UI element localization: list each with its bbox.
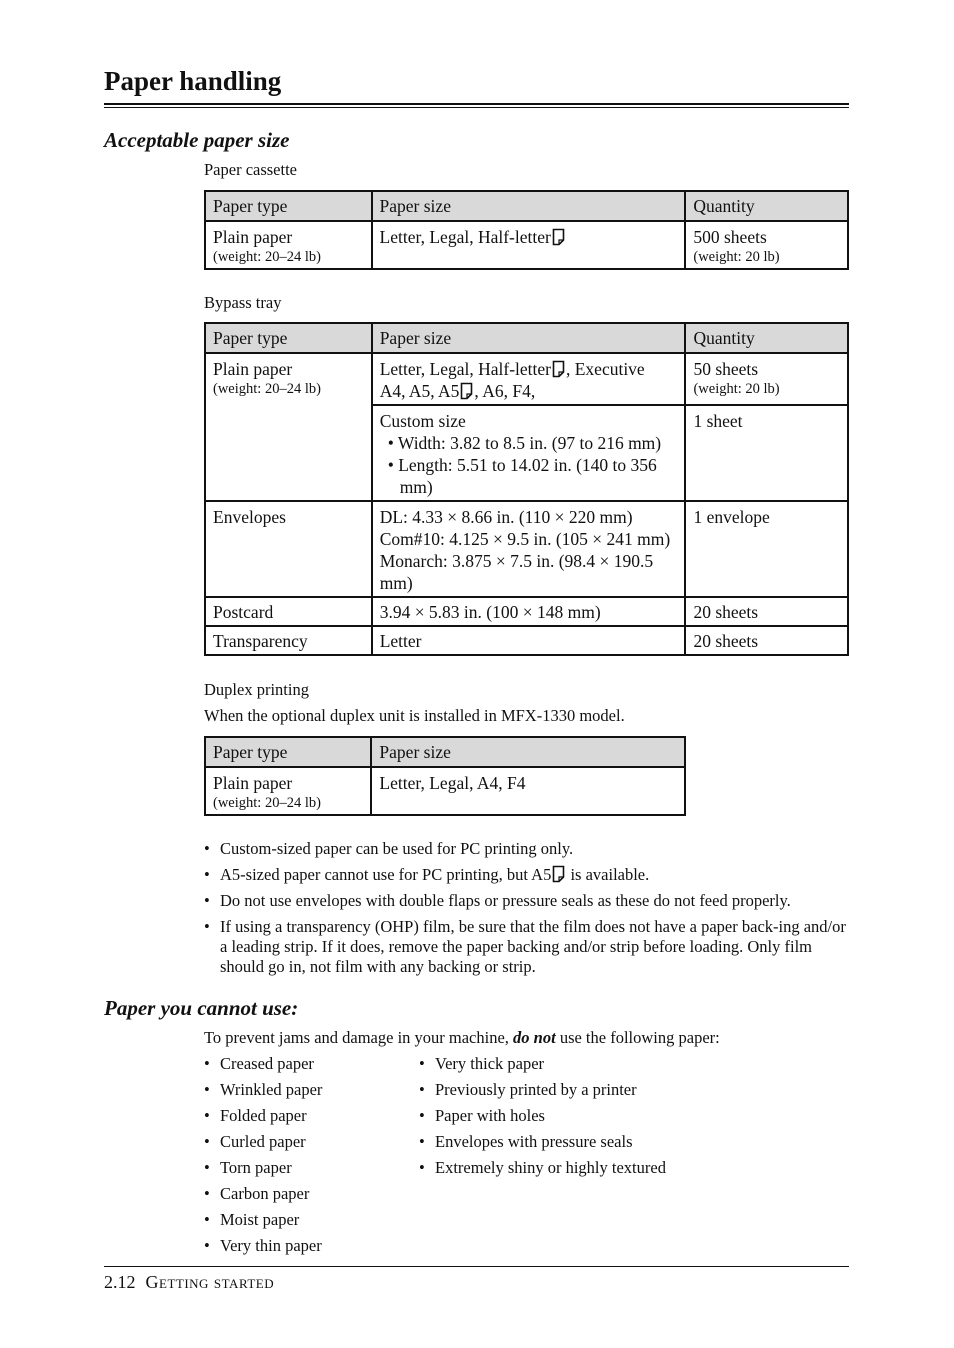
- table-row: [205, 221, 848, 269]
- envelope-size: Com#10: 4.125 × 9.5 in. (105 × 241 mm): [379, 529, 671, 549]
- list-item: • A5-sized paper cannot use for PC printing, but A5 is available.: [204, 865, 852, 885]
- table-cell: [685, 405, 848, 501]
- col-header: Paper size: [371, 737, 685, 767]
- portrait-corner-icon: [460, 382, 473, 400]
- list-item: • If using a transparency (OHP) film, be sure that the film does not have a paper back-ing and/or a leading strip. If it does, remove the paper backing and/or strip before loading. Only film should go in, not film with any backing or strip.: [204, 917, 852, 977]
- col-header: Paper type: [205, 323, 372, 353]
- col-header: Quantity: [685, 191, 848, 221]
- quantity: 500 sheets: [693, 227, 767, 247]
- list-item: • Torn paper: [204, 1155, 414, 1181]
- bypass-label: Bypass tray: [204, 293, 282, 312]
- table-cell: [205, 221, 372, 269]
- paper-size: A4, A5, A5: [379, 381, 460, 401]
- duplex-table: [204, 736, 686, 816]
- table-cell: [372, 626, 686, 655]
- quantity: 1 sheet: [693, 411, 743, 431]
- custom-size-title: Custom size: [379, 411, 466, 431]
- envelope-size: DL: 4.33 × 8.66 in. (110 × 220 mm): [379, 507, 633, 527]
- paper-type: Postcard: [213, 602, 274, 622]
- weight-note: (weight: 20 lb): [693, 381, 780, 397]
- table-row: [205, 597, 848, 626]
- cannot-use-intro: To prevent jams and damage in your machine, do not use the following paper:: [204, 1028, 720, 1047]
- list-item: • Creased paper: [204, 1051, 414, 1077]
- quantity: 20 sheets: [693, 602, 759, 622]
- footer-section: Getting started: [145, 1272, 275, 1292]
- table-cell: [205, 767, 371, 815]
- list-item: • Folded paper: [204, 1103, 414, 1129]
- table-header-row: [205, 323, 848, 353]
- table-cell: [685, 501, 848, 597]
- paper-size: , Executive: [565, 359, 645, 379]
- custom-width: • Width: 3.82 to 8.5 in. (97 to 216 mm): [387, 433, 662, 453]
- list-item: • Wrinkled paper: [204, 1077, 414, 1103]
- list-item: • Previously printed by a printer: [419, 1077, 839, 1103]
- duplex-label: Duplex printing: [204, 680, 309, 699]
- paper-size: Letter, Legal, A4, F4: [379, 773, 526, 793]
- paper-size: 3.94 × 5.83 in. (100 × 148 mm): [379, 602, 601, 622]
- quantity: 1 envelope: [693, 507, 770, 527]
- table-cell: [685, 221, 848, 269]
- notes-list: [204, 839, 852, 983]
- portrait-corner-icon: [552, 228, 565, 246]
- list-item: • Custom-sized paper can be used for PC printing only.: [204, 839, 852, 859]
- list-item: • Extremely shiny or highly textured: [419, 1155, 839, 1181]
- col-header: Quantity: [685, 323, 848, 353]
- table-cell: [372, 597, 686, 626]
- table-row: [205, 626, 848, 655]
- page-number: 2.12: [104, 1272, 136, 1292]
- list-item: • Paper with holes: [419, 1103, 839, 1129]
- portrait-corner-icon: [552, 360, 565, 378]
- custom-length: • Length: 5.51 to 14.02 in. (140 to 356 mm): [387, 455, 657, 497]
- bypass-table: [204, 322, 849, 656]
- section-heading-cannot-use: Paper you cannot use:: [104, 996, 299, 1020]
- list-item: • Curled paper: [204, 1129, 414, 1155]
- section-heading-acceptable: Acceptable paper size: [104, 128, 290, 152]
- title-rule-thin: [104, 107, 849, 108]
- col-header: Paper size: [372, 323, 686, 353]
- paper-type: Plain paper: [213, 359, 293, 379]
- list-item: • Envelopes with pressure seals: [419, 1129, 839, 1155]
- weight-note: (weight: 20–24 lb): [213, 249, 321, 265]
- paper-size: Letter, Legal, Half-letter: [379, 227, 551, 247]
- paper-type: Plain paper: [213, 227, 293, 247]
- envelope-size: Monarch: 3.875 × 7.5 in. (98.4 × 190.5 mm): [379, 551, 654, 593]
- table-header-row: [205, 191, 848, 221]
- table-cell: [685, 626, 848, 655]
- table-cell: [372, 353, 686, 405]
- footer-rule: [104, 1266, 849, 1267]
- paper-type: Transparency: [213, 631, 308, 651]
- table-cell: [371, 767, 685, 815]
- table-cell: [372, 405, 686, 501]
- table-row: [205, 501, 848, 597]
- table-row: [205, 767, 685, 815]
- table-cell: [205, 626, 372, 655]
- weight-note: (weight: 20–24 lb): [213, 795, 321, 811]
- weight-note: (weight: 20–24 lb): [213, 381, 321, 397]
- table-cell: [205, 501, 372, 597]
- cassette-label: Paper cassette: [204, 160, 297, 179]
- col-header: Paper type: [205, 737, 371, 767]
- paper-size: Letter: [379, 631, 422, 651]
- quantity: 20 sheets: [693, 631, 759, 651]
- page-footer: [104, 1272, 274, 1293]
- cannot-use-list-left: [204, 1051, 414, 1259]
- list-item: • Very thin paper: [204, 1233, 414, 1259]
- list-item: • Do not use envelopes with double flaps or pressure seals as these do not feed properly.: [204, 891, 852, 911]
- cassette-table: [204, 190, 849, 270]
- table-header-row: [205, 737, 685, 767]
- table-cell: [685, 597, 848, 626]
- table-cell: [685, 353, 848, 405]
- paper-type: Envelopes: [213, 507, 286, 527]
- portrait-corner-icon: [552, 865, 565, 883]
- title-rule: [104, 103, 849, 105]
- paper-type: Plain paper: [213, 773, 293, 793]
- list-item: • Moist paper: [204, 1207, 414, 1233]
- table-cell: [205, 597, 372, 626]
- duplex-note: When the optional duplex unit is installed in MFX-1330 model.: [204, 706, 625, 725]
- table-row: [205, 353, 848, 405]
- page-title: Paper handling: [104, 66, 282, 96]
- cannot-use-list-right: [419, 1051, 839, 1181]
- paper-size: , A6, F4,: [474, 381, 536, 401]
- table-cell: [372, 221, 686, 269]
- list-item: • Very thick paper: [419, 1051, 839, 1077]
- weight-note: (weight: 20 lb): [693, 249, 780, 265]
- col-header: Paper type: [205, 191, 372, 221]
- list-item: • Carbon paper: [204, 1181, 414, 1207]
- table-cell: [372, 501, 686, 597]
- col-header: Paper size: [372, 191, 686, 221]
- quantity: 50 sheets: [693, 359, 759, 379]
- table-cell: [205, 353, 372, 501]
- paper-size: Letter, Legal, Half-letter: [379, 359, 551, 379]
